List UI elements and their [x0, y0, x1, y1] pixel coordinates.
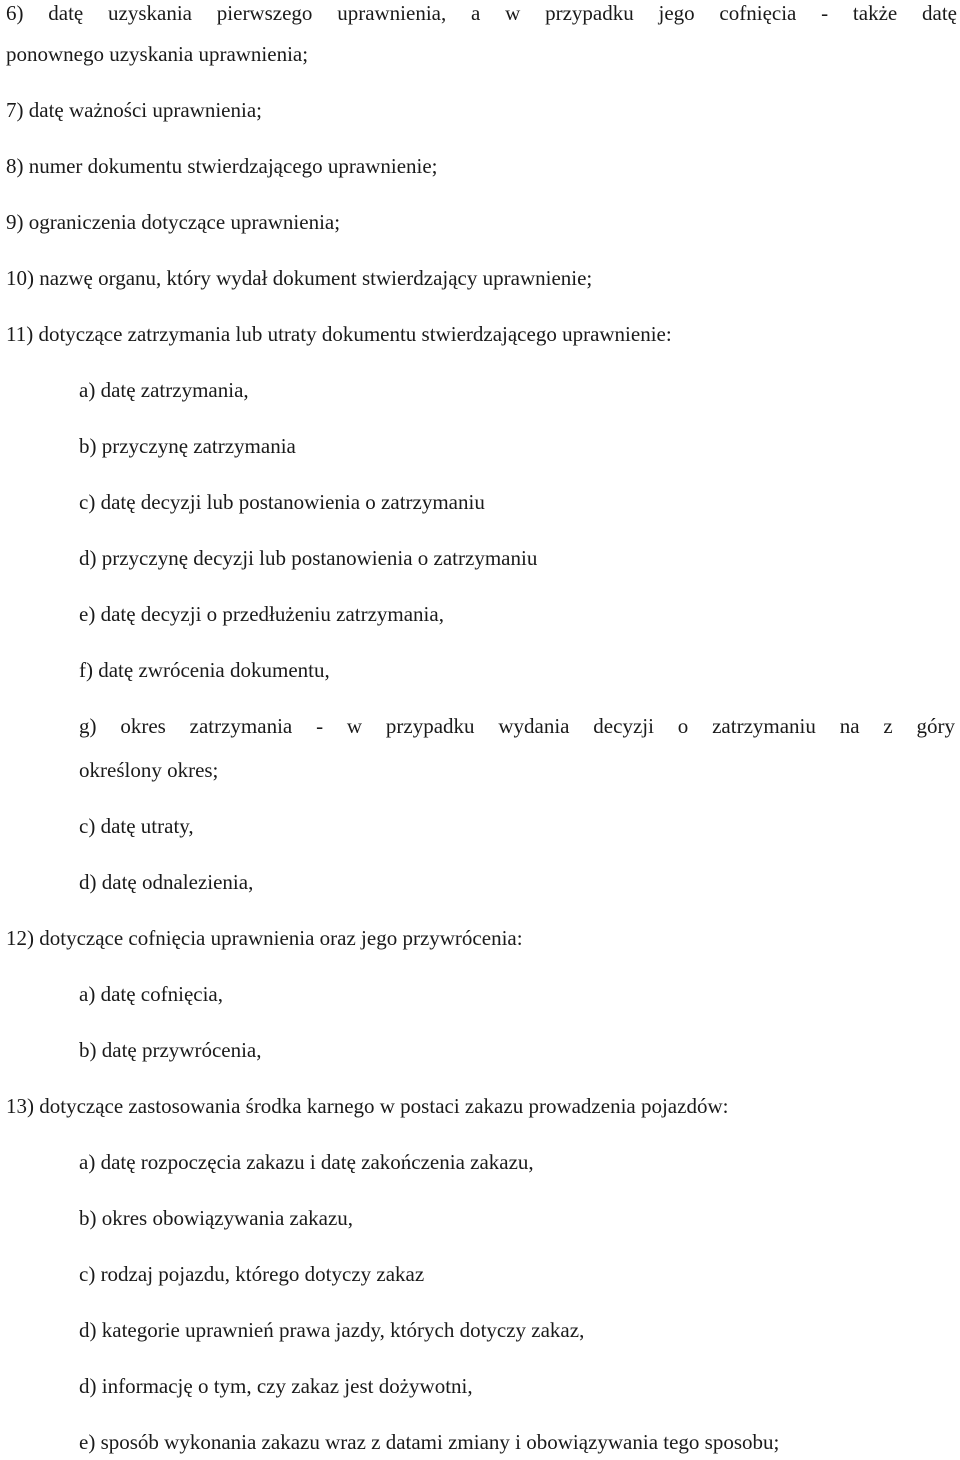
sub-item-13b: b) okres obowiązywania zakazu,: [79, 1206, 354, 1230]
sub-item-13a: a) datę rozpoczęcia zakazu i datę zakończenia zakazu,: [79, 1150, 534, 1174]
list-item-6: 6) datę uzyskania pierwszego uprawnienia, a w przypadku jego cofnięcia - także datę: [6, 1, 957, 25]
list-item-10: 10) nazwę organu, który wydał dokument stwierdzający uprawnienie;: [6, 266, 593, 290]
sub-item-13d-lifetime: d) informację o tym, czy zakaz jest dożywotni,: [79, 1374, 473, 1398]
list-item-6-continuation: ponownego uzyskania uprawnienia;: [6, 42, 309, 66]
list-item-9: 9) ograniczenia dotyczące uprawnienia;: [6, 210, 341, 234]
sub-item-13e: e) sposób wykonania zakazu wraz z datami zmiany i obowiązywania tego sposobu;: [79, 1430, 780, 1454]
sub-item-11a: a) datę zatrzymania,: [79, 378, 249, 402]
sub-item-11f: f) datę zwrócenia dokumentu,: [79, 658, 330, 682]
sub-item-11b: b) przyczynę zatrzymania: [79, 434, 296, 458]
list-item-11: 11) dotyczące zatrzymania lub utraty dokumentu stwierdzającego uprawnienie:: [6, 322, 672, 346]
sub-item-11d-found: d) datę odnalezienia,: [79, 870, 254, 894]
sub-item-13d: d) kategorie uprawnień prawa jazdy, których dotyczy zakaz,: [79, 1318, 585, 1342]
list-item-8: 8) numer dokumentu stwierdzającego uprawnienie;: [6, 154, 438, 178]
sub-item-11c: c) datę decyzji lub postanowienia o zatrzymaniu: [79, 490, 485, 514]
sub-item-11g-continuation: określony okres;: [79, 758, 219, 782]
sub-item-11c-loss: c) datę utraty,: [79, 814, 194, 838]
sub-item-12a: a) datę cofnięcia,: [79, 982, 223, 1006]
sub-item-11e: e) datę decyzji o przedłużeniu zatrzymania,: [79, 602, 444, 626]
sub-item-13c: c) rodzaj pojazdu, którego dotyczy zakaz: [79, 1262, 425, 1286]
sub-item-11g: g) okres zatrzymania - w przypadku wydania decyzji o zatrzymaniu na z góry: [79, 714, 955, 738]
sub-item-12b: b) datę przywrócenia,: [79, 1038, 262, 1062]
sub-item-11d: d) przyczynę decyzji lub postanowienia o zatrzymaniu: [79, 546, 538, 570]
list-item-13: 13) dotyczące zastosowania środka karnego w postaci zakazu prowadzenia pojazdów:: [6, 1094, 729, 1118]
list-item-7: 7) datę ważności uprawnienia;: [6, 98, 262, 122]
list-item-12: 12) dotyczące cofnięcia uprawnienia oraz jego przywrócenia:: [6, 926, 523, 950]
